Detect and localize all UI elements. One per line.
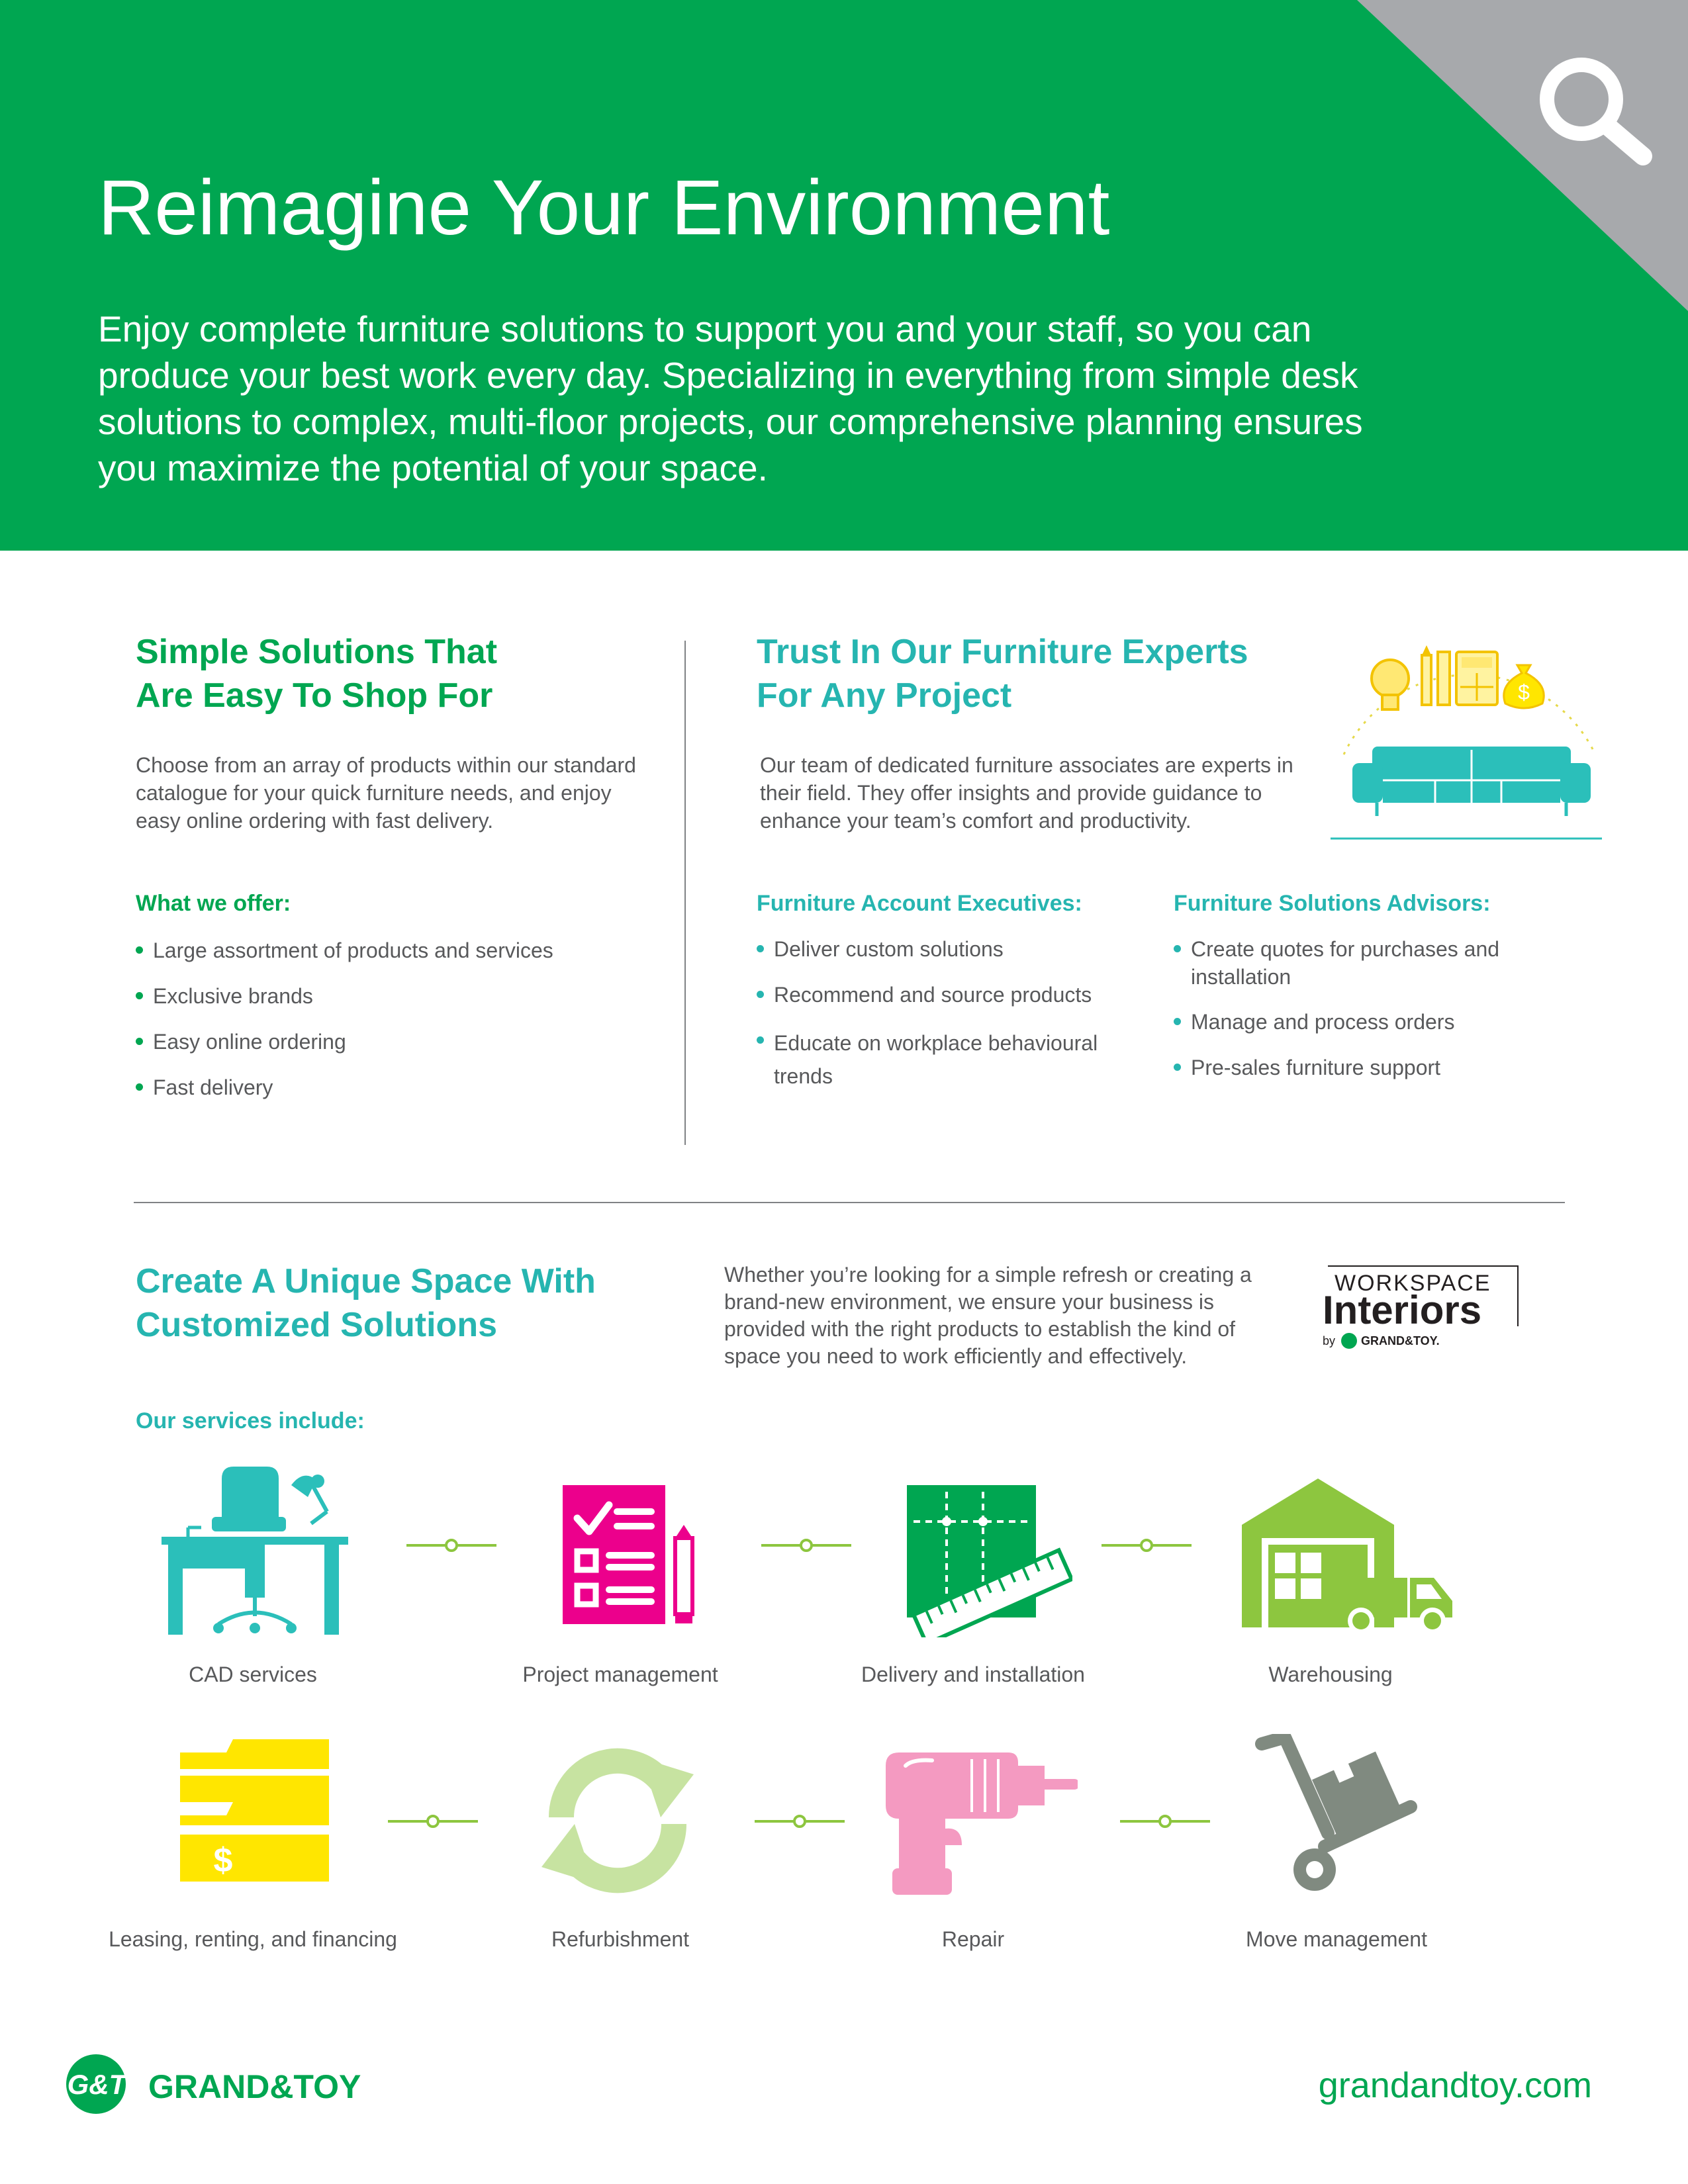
experts-illustration [1324, 592, 1615, 844]
list-item: Create quotes for purchases and installation [1174, 935, 1505, 991]
blueprint-ruler-icon [907, 1485, 1072, 1637]
list-item: Educate on workplace behavioural trends [757, 1026, 1127, 1093]
shop-body: Choose from an array of products within our standard catalogue for your quick furniture needs, and enjoy easy online ordering with fast delivery. [136, 753, 636, 833]
connector-icon [388, 1811, 478, 1831]
calculator-icon [1456, 652, 1497, 705]
experts-section [757, 630, 1326, 717]
experts-body: Our team of dedicated furniture associates are experts in their field. They offer insights and provide guidance to enhance your team’s comfort and productivity. [760, 753, 1293, 833]
advisors-list [1174, 935, 1505, 1081]
footer-url[interactable]: grandandtoy.com [1318, 2066, 1592, 2105]
lightbulb-icon [1372, 660, 1409, 709]
experts-title-line1: Trust In Our Furniture Experts [757, 633, 1248, 671]
offer-list [136, 936, 639, 1101]
section-divider [134, 1202, 1565, 1203]
money-bag-icon [1504, 665, 1544, 708]
shop-title-line1: Simple Solutions That [136, 633, 498, 671]
offer-heading: What we offer: [136, 891, 291, 916]
logo-line2: Interiors [1323, 1288, 1482, 1332]
sofa-icon [1331, 747, 1602, 839]
desk-icon [159, 1465, 351, 1637]
service-label-delivery: Delivery and installation [861, 1662, 1085, 1686]
service-label-cad: CAD services [189, 1662, 317, 1686]
custom-body: Whether you’re looking for a simple refresh or creating a brand-new environment, we ensure your business is provided with the right products to establish the kind of space you need to work efficiently and effectively. [724, 1263, 1252, 1368]
custom-title [136, 1259, 731, 1347]
connector-icon [761, 1535, 851, 1555]
hand-truck-icon [1255, 1734, 1421, 1899]
custom-title-line2: Customized Solutions [136, 1306, 497, 1344]
logo-mark-text: G&T [67, 2069, 126, 2100]
service-label-repair: Repair [941, 1927, 1005, 1951]
shop-title [136, 630, 639, 717]
list-item: Deliver custom solutions [757, 935, 1127, 963]
warehouse-truck-icon [1242, 1479, 1460, 1637]
list-item: Exclusive brands [136, 982, 639, 1010]
service-label-leasing: Leasing, renting, and financing [109, 1927, 397, 1951]
checklist-icon [563, 1485, 702, 1627]
list-item: Recommend and source products [757, 981, 1127, 1009]
column-divider [684, 641, 686, 1145]
executives-list [757, 935, 1127, 1093]
service-label-move: Move management [1246, 1927, 1427, 1951]
experts-title-line2: For Any Project [757, 676, 1012, 715]
executives-heading: Furniture Account Executives: [757, 891, 1082, 916]
gt-mark-icon [1341, 1333, 1357, 1349]
custom-title-line1: Create A Unique Space With [136, 1262, 596, 1300]
search-corner [1357, 0, 1688, 311]
page-title: Reimagine Your Environment [98, 164, 1110, 251]
folder-money-icon [180, 1739, 329, 1885]
logo-by: by [1323, 1334, 1336, 1347]
footer-brand: GRAND&TOY [148, 2068, 361, 2105]
custom-section [136, 1259, 731, 1347]
connector-icon [406, 1535, 496, 1555]
list-item: Fast delivery [136, 1073, 639, 1101]
service-label-project: Project management [522, 1662, 718, 1686]
connector-icon [755, 1811, 845, 1831]
money-symbol: $ [213, 1841, 233, 1880]
recycle-arrows-icon [535, 1745, 700, 1897]
service-label-warehousing: Warehousing [1268, 1662, 1393, 1686]
connector-icon [1102, 1535, 1192, 1555]
list-item: Pre-sales furniture support [1174, 1054, 1505, 1081]
shop-title-line2: Are Easy To Shop For [136, 676, 493, 715]
pencil-icon [1422, 645, 1431, 705]
services-heading: Our services include: [136, 1408, 365, 1433]
list-item: Easy online ordering [136, 1028, 639, 1056]
logo-brand: GRAND&TOY. [1361, 1334, 1440, 1347]
experts-title [757, 630, 1326, 717]
logo-line1: WORKSPACE [1335, 1271, 1491, 1296]
advisors-heading: Furniture Solutions Advisors: [1174, 891, 1491, 916]
drill-icon [886, 1752, 1078, 1898]
shop-section [136, 630, 639, 717]
hero-description: Enjoy complete furniture solutions to support you and your staff, so you can produce your best work every day. Specializing in everything from simple desk solutions to complex, multi-floor projects, our comprehensive planning ensures you maximize the potential of your space. [98, 308, 1363, 488]
money-symbol: $ [1518, 680, 1530, 704]
service-label-refurbishment: Refurbishment [551, 1927, 690, 1951]
ruler-icon [1438, 652, 1450, 705]
workspace-interiors-logo [1323, 1265, 1519, 1350]
list-item: Large assortment of products and services [136, 936, 639, 964]
connector-icon [1120, 1811, 1210, 1831]
hero-banner [0, 0, 1688, 551]
list-item: Manage and process orders [1174, 1008, 1505, 1036]
